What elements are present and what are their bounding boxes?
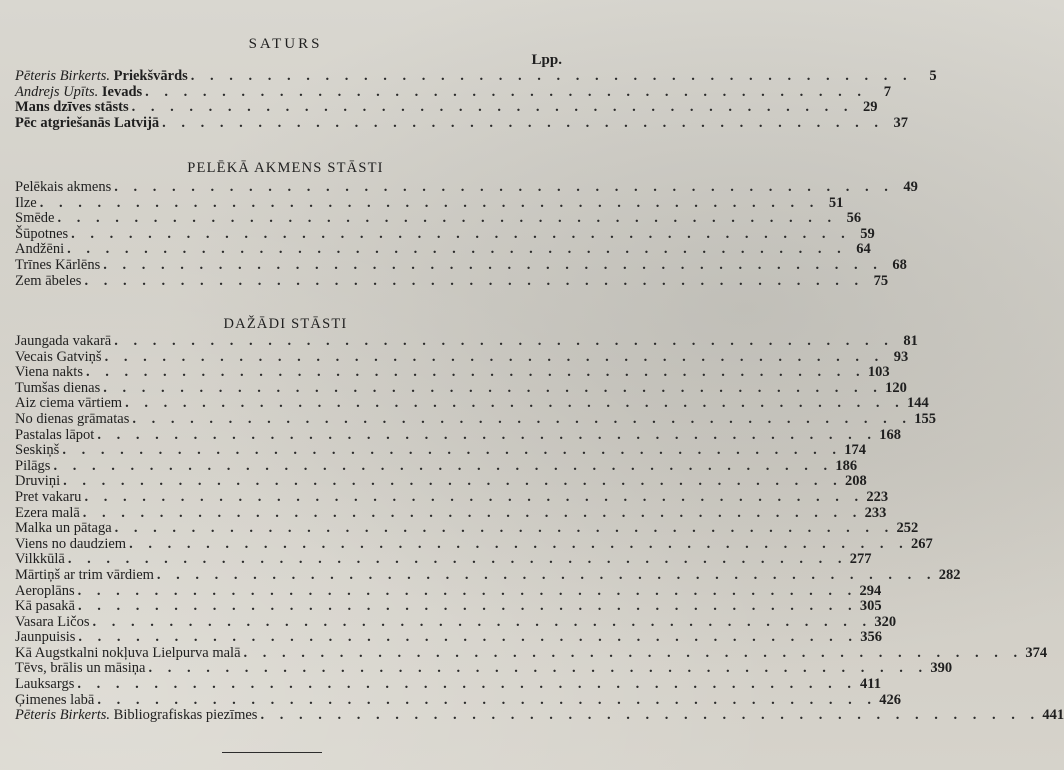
toc-entry — [15, 488, 889, 506]
leader-dots: . . . . . . . . . . . . . . . . . . . . . . . . . . . . . . . . . . . . . . . . . — [243, 644, 1024, 661]
closing-rule — [222, 752, 322, 753]
toc-entry-page: 294 — [859, 582, 882, 599]
leader-dots: . . . . . . . . . . . . . . . . . . . . . . . . . . . . . . . . . . . . . . . . . — [71, 225, 851, 242]
toc-entry-title: Pilāgs — [15, 457, 51, 474]
toc-entry-page: 168 — [879, 426, 901, 443]
page-column-label: Lpp. — [531, 52, 562, 68]
toc-entry — [15, 442, 866, 459]
toc-entry-title: Ezera malā — [15, 504, 80, 521]
toc-entry-page: 5 — [929, 68, 937, 84]
toc-entry-page: 49 — [903, 179, 918, 195]
toc-entry-title: Mārtiņš ar trim vārdiem — [15, 566, 154, 583]
leader-dots: . . . . . . . . . . . . . . . . . . . . . . . . . . . . . . . . . . . . . . . . . — [82, 504, 863, 521]
leader-dots: . . . . . . . . . . . . . . . . . . . . . . . . . . . . . . . . . . . . . . . . . — [77, 676, 857, 693]
toc-entry-page: 426 — [879, 691, 901, 708]
toc-entry — [15, 457, 858, 475]
toc-entry — [15, 426, 901, 444]
toc-entry — [15, 241, 871, 258]
section2-entries-list — [15, 333, 1064, 724]
toc-entry-page: 305 — [859, 598, 882, 615]
toc-entry-title: Vasara Ličos — [15, 613, 90, 630]
leader-dots: . . . . . . . . . . . . . . . . . . . . . . . . . . . . . . . . . . . . . . . . . — [104, 348, 885, 365]
leader-dots: . . . . . . . . . . . . . . . . . . . . . . . . . . . . . . . . . . . . . . — [162, 114, 885, 131]
toc-entry — [15, 256, 907, 274]
toc-entry — [15, 410, 936, 428]
toc-entry-title: Viens no daudziem — [15, 535, 127, 552]
toc-entry-page: 155 — [914, 410, 936, 427]
leader-dots: . . . . . . . . . . . . . . . . . . . . . . . . . . . . . . . . . . . . . . . . . — [156, 566, 937, 583]
section1-entries-list — [15, 179, 918, 289]
toc-entry-page: 51 — [828, 194, 844, 211]
leader-dots: . . . . . . . . . . . . . . . . . . . . . . . . . . . . . . . . . . . . . . — [131, 99, 854, 116]
toc-entry-page: 390 — [930, 660, 953, 677]
toc-entry — [15, 691, 901, 709]
toc-entry-page: 277 — [849, 551, 872, 568]
leader-dots: . . . . . . . . . . . . . . . . . . . . . . . . . . . . . . . . . . . . . . . . . — [57, 210, 838, 227]
toc-entry-page: 103 — [867, 364, 890, 381]
toc-entry-title: Šūpotnes — [15, 225, 69, 242]
leader-dots: . . . . . . . . . . . . . . . . . . . . . . . . . . . . . . . . . . . . . . . . . — [103, 379, 883, 396]
toc-entry-page: 68 — [892, 256, 907, 273]
toc-entry-page: 144 — [906, 395, 929, 412]
leader-dots: . . . . . . . . . . . . . . . . . . . . . . . . . . . . . . . . . . . . . . . . . — [125, 395, 905, 412]
toc-entry — [15, 114, 909, 132]
leader-dots: . . . . . . . . . . . . . . . . . . . . . . . . . . . . . . . . . . . . . . . . . — [53, 457, 834, 474]
toc-entry — [15, 99, 878, 116]
toc-entry-page: 29 — [862, 99, 878, 116]
leader-dots: . . . . . . . . . . . . . . . . . . . . . . . . . . . . . . . . . . . . . . . . . — [77, 582, 858, 599]
toc-entry-page: 64 — [856, 241, 871, 258]
toc-entry-page: 252 — [896, 520, 919, 537]
leader-dots: . . . . . . . . . . . . . . . . . . . . . . . . . . . . . . . . . . . . . . . . . — [97, 426, 877, 443]
leader-dots: . . . . . . . . . . . . . . . . . . . . . . . . . . . . . . . . . . . . . . . . . — [148, 660, 929, 677]
toc-entry — [15, 364, 890, 381]
toc-entry — [15, 629, 883, 646]
leader-dots: . . . . . . . . . . . . . . . . . . . . . . . . . . . . . . . . . . . . . . . . . — [67, 241, 847, 258]
toc-entry — [15, 504, 887, 522]
toc-entry-title: Pēc atgriešanās Latvijā — [15, 114, 160, 131]
toc-entry — [15, 179, 918, 196]
toc-entry-title: Pastalas lāpot — [15, 426, 95, 443]
toc-entry — [15, 395, 929, 412]
toc-entry — [15, 473, 867, 490]
toc-entry-page: 56 — [846, 210, 862, 227]
toc-entry — [15, 272, 889, 290]
leader-dots: . . . . . . . . . . . . . . . . . . . . . . . . . . . . . . . . . . . . . . . . . — [84, 272, 865, 289]
toc-entry — [15, 598, 882, 615]
toc-entry-title: Vilkkūlā — [15, 551, 65, 568]
leader-dots: . . . . . . . . . . . . . . . . . . . . . . . . . . . . . . . . . . . . . . . . . — [132, 410, 912, 427]
toc-entry — [15, 194, 844, 212]
toc-entry — [15, 83, 892, 101]
toc-entry-page: 320 — [874, 613, 897, 630]
leader-dots: . . . . . . . . . . . . . . . . . . . . . . . . . . . . . . . . . . . . . . . . . — [84, 488, 865, 505]
toc-entry — [15, 660, 953, 677]
leader-dots: . . . . . . . . . . . . . . . . . . . . . . . . . . . . . . . . . . . . . . — [145, 83, 868, 100]
toc-entry-page: 233 — [864, 504, 887, 521]
toc-entry-page: 120 — [885, 379, 907, 396]
toc-entry — [15, 225, 875, 243]
toc-entry-title: Aeroplāns — [15, 582, 75, 599]
leader-dots: . . . . . . . . . . . . . . . . . . . . . . . . . . . . . . . . . . . . . . . . . — [78, 629, 859, 646]
leader-dots: . . . . . . . . . . . . . . . . . . . . . . . . . . . . . . . . . . . . . . . . . — [63, 473, 843, 490]
toc-entry-page: 93 — [893, 348, 909, 365]
toc-entry-title: Jaunpuisis — [15, 629, 76, 646]
toc-entry-page: 7 — [883, 83, 892, 100]
toc-entry — [15, 333, 918, 350]
toc-entry-title: Pret vakaru — [15, 488, 82, 505]
toc-entry-author: Pēteris Birkerts. — [15, 68, 111, 84]
leader-dots: . . . . . . . . . . . . . . . . . . . . . . . . . . . . . . . . . . . . . . . . . — [39, 194, 820, 211]
toc-entry — [15, 210, 862, 227]
toc-entry-title: Malka un pātaga — [15, 520, 112, 537]
leader-dots: . . . . . . . . . . . . . . . . . . . . . . . . . . . . . . . . . . . . . . — [190, 68, 913, 84]
leader-dots: . . . . . . . . . . . . . . . . . . . . . . . . . . . . . . . . . . . . . . . . . — [114, 333, 894, 349]
toc-entry-title: Trīnes Kārlēns — [15, 256, 101, 273]
toc-entry — [15, 520, 919, 537]
toc-entry-title: Aiz ciema vārtiem — [15, 395, 123, 412]
section-heading: DAŽĀDI STĀSTI — [223, 316, 348, 332]
toc-entry-title: Andrejs Upīts. Ievads — [15, 83, 143, 100]
toc-entry-page: 356 — [860, 629, 883, 646]
toc-entry-page: 75 — [873, 272, 889, 289]
toc-entry-title: Zem ābeles — [15, 272, 82, 289]
toc-entry-page: 411 — [860, 676, 881, 693]
toc-entry — [15, 707, 1064, 724]
toc-entry-title: Ilze — [15, 194, 37, 211]
toc-entry-title: Seskiņš — [15, 442, 60, 459]
toc-entry-title: Druviņi — [15, 473, 61, 490]
toc-entry — [15, 551, 872, 568]
toc-entry-page: 282 — [938, 566, 961, 583]
toc-entry — [15, 535, 933, 553]
leader-dots: . . . . . . . . . . . . . . . . . . . . . . . . . . . . . . . . . . . . . . . . . — [260, 707, 1041, 724]
leader-dots: . . . . . . . . . . . . . . . . . . . . . . . . . . . . . . . . . . . . . . . . . — [114, 179, 894, 195]
toc-entry-title: Viena nakts — [15, 364, 83, 381]
leader-dots: . . . . . . . . . . . . . . . . . . . . . . . . . . . . . . . . . . . . . . . . . — [129, 535, 909, 552]
leader-dots: . . . . . . . . . . . . . . . . . . . . . . . . . . . . . . . . . . . . . . . . . — [85, 364, 866, 381]
toc-entry-title: Tumšas dienas — [15, 379, 101, 396]
toc-entry — [15, 68, 937, 85]
toc-entry-title: Vecais Gatviņš — [15, 348, 102, 365]
toc-entry-author: Pēteris Birkerts. — [15, 707, 111, 724]
toc-entry — [15, 379, 907, 397]
leader-dots: . . . . . . . . . . . . . . . . . . . . . . . . . . . . . . . . . . . . . . . . . — [92, 613, 873, 630]
toc-entry-title: Pēteris Birkerts. Priekšvārds — [15, 68, 188, 84]
leader-dots: . . . . . . . . . . . . . . . . . . . . . . . . . . . . . . . . . . . . . . . . . — [62, 442, 842, 459]
toc-entry-author: Andrejs Upīts. — [15, 83, 99, 100]
toc-entry-title: Lauksargs — [15, 676, 75, 693]
toc-entry-page: 186 — [835, 457, 858, 474]
toc-entry — [15, 348, 909, 366]
section-heading: PELĒKĀ AKMENS STĀSTI — [187, 160, 384, 176]
leader-dots: . . . . . . . . . . . . . . . . . . . . . . . . . . . . . . . . . . . . . . . . . — [77, 598, 858, 615]
toc-entry-title: Jaungada vakarā — [15, 333, 112, 349]
toc-entry-page: 59 — [860, 225, 875, 242]
leader-dots: . . . . . . . . . . . . . . . . . . . . . . . . . . . . . . . . . . . . . . . . . — [114, 520, 895, 537]
toc-entry-title: Pelēkais akmens — [15, 179, 112, 195]
toc-entry-page: 223 — [866, 488, 889, 505]
toc-entry-title: Mans dzīves stāsts — [15, 99, 129, 116]
toc-entry-page: 208 — [844, 473, 867, 490]
intro-entries-list — [15, 68, 937, 131]
toc-entry-page: 37 — [893, 114, 909, 131]
toc-entry-page: 81 — [903, 333, 918, 349]
toc-entry — [15, 582, 882, 600]
toc-entry-title: Kā pasakā — [15, 598, 75, 615]
toc-entry-page: 267 — [910, 535, 933, 552]
leader-dots: . . . . . . . . . . . . . . . . . . . . . . . . . . . . . . . . . . . . . . . . . — [103, 256, 883, 273]
toc-entry-title: Ģimenes labā — [15, 691, 95, 708]
toc-entry-title: Smēde — [15, 210, 55, 227]
toc-entry-page: 374 — [1025, 644, 1048, 661]
toc-entry-title: Tēvs, brālis un māsiņa — [15, 660, 146, 677]
leader-dots: . . . . . . . . . . . . . . . . . . . . . . . . . . . . . . . . . . . . . . . . . — [67, 551, 848, 568]
leader-dots: . . . . . . . . . . . . . . . . . . . . . . . . . . . . . . . . . . . . . . . . . — [97, 691, 877, 708]
toc-entry-title: No dienas grāmatas — [15, 410, 130, 427]
toc-entry — [15, 613, 897, 631]
toc-entry — [15, 566, 961, 584]
toc-entry-page: 441 — [1042, 707, 1064, 724]
toc-entry-title: Pēteris Birkerts. Bibliografiskas piezīmes — [15, 707, 258, 724]
toc-entry-page: 174 — [844, 442, 866, 459]
page-title: SATURS — [248, 36, 323, 52]
toc-entry-title: Kā Augstkalni nokļuva Lielpurva malā — [15, 644, 241, 661]
toc-entry — [15, 644, 1048, 662]
toc-entry-title: Andžēni — [15, 241, 65, 258]
toc-entry — [15, 676, 881, 693]
